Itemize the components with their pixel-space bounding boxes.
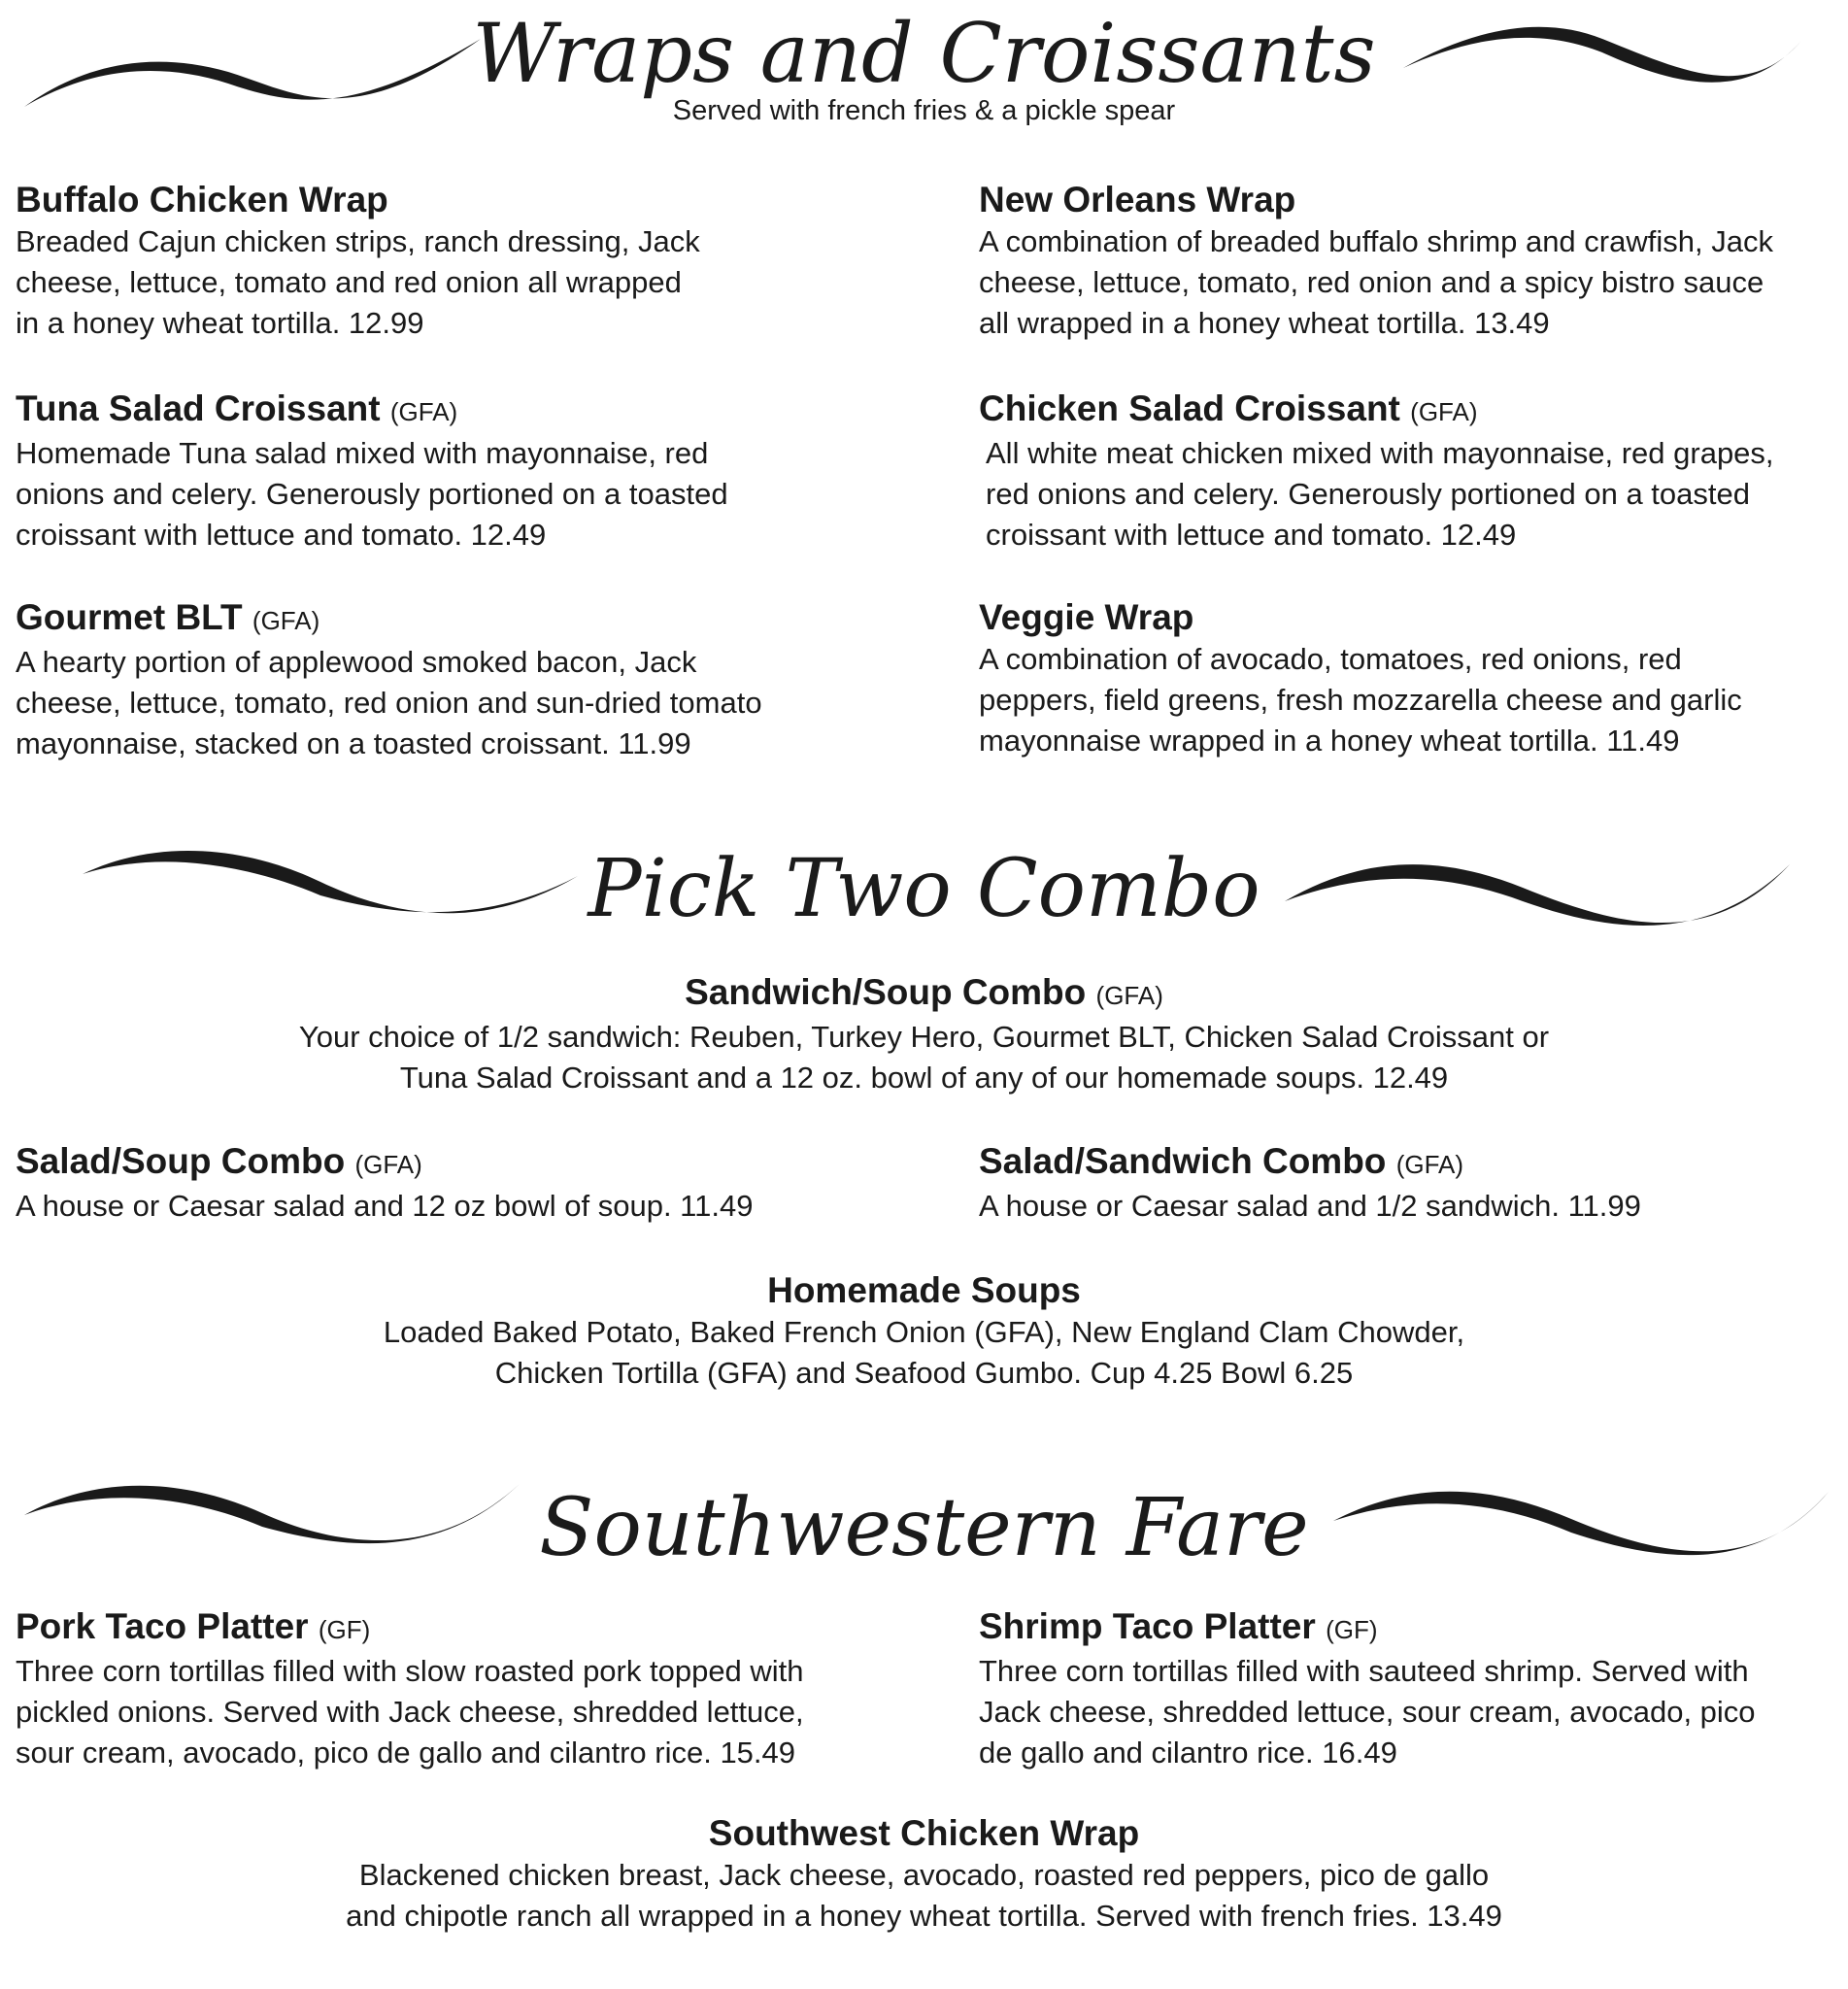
item-description-line: croissant with lettuce and tomato. 12.49 (16, 518, 547, 552)
item-description-line: pickled onions. Served with Jack cheese, shredded lettuce, (16, 1695, 804, 1729)
menu-item-tuna-salad-croissant (16, 388, 890, 556)
item-name: Shrimp Taco Platter (979, 1606, 1316, 1646)
right-swoosh-ornament (1398, 10, 1806, 97)
dietary-tag: (GFA) (252, 606, 320, 635)
item-description-line: croissant with lettuce and tomato. 12.49 (986, 518, 1517, 552)
menu-item-gourmet-blt (16, 596, 890, 764)
menu-item-veggie-wrap (979, 596, 1833, 761)
item-description-line: cheese, lettuce, tomato, red onion and sun-dried tomato (16, 686, 762, 720)
section-title-southwestern-fare: Southwestern Fare (539, 1482, 1309, 1574)
item-description-line: Blackened chicken breast, Jack cheese, avocado, roasted red peppers, pico de gallo (358, 1858, 1490, 1892)
item-name: Pork Taco Platter (16, 1606, 309, 1646)
item-description-line: All white meat chicken mixed with mayonnaise, red grapes, (986, 436, 1774, 470)
menu-item-shrimp-taco-platter (979, 1605, 1833, 1773)
item-name: Homemade Soups (767, 1270, 1081, 1310)
item-description-line: A combination of avocado, tomatoes, red onions, red (979, 642, 1682, 676)
item-description-line: mayonnaise wrapped in a honey wheat tortilla. 11.49 (979, 724, 1680, 758)
menu-item-homemade-soups (0, 1269, 1848, 1394)
item-description-line: onions and celery. Generously portioned on a toasted (16, 477, 728, 511)
section-subtitle: Served with french fries & a pickle spear (672, 95, 1176, 126)
item-description-line: Your choice of 1/2 sandwich: Reuben, Turkey Hero, Gourmet BLT, Chicken Salad Croissant or (298, 1020, 1550, 1054)
dietary-tag: (GF) (1326, 1615, 1378, 1644)
section-title-wraps-and-croissants: Wraps and Croissants (472, 6, 1376, 101)
menu-item-salad-sandwich-combo (979, 1140, 1833, 1227)
section-title-pick-two-combo: Pick Two Combo (588, 843, 1260, 935)
dietary-tag: (GFA) (389, 397, 458, 426)
right-swoosh-ornament (1328, 1472, 1833, 1579)
menu-item-chicken-salad-croissant (979, 388, 1833, 556)
item-name: Veggie Wrap (979, 597, 1194, 637)
item-name: Salad/Sandwich Combo (979, 1141, 1387, 1181)
dietary-tag: (GFA) (354, 1150, 422, 1179)
item-description-line: Jack cheese, shredded lettuce, sour cream, avocado, pico (979, 1695, 1756, 1729)
item-name: Tuna Salad Croissant (16, 388, 381, 428)
item-description-line: Three corn tortillas filled with slow roasted pork topped with (16, 1654, 804, 1688)
dietary-tag: (GF) (318, 1615, 371, 1644)
dietary-tag: (GFA) (1395, 1150, 1464, 1179)
menu-item-southwest-chicken-wrap (0, 1812, 1848, 1937)
item-description-line: Homemade Tuna salad mixed with mayonnaise, red (16, 436, 709, 470)
item-name: Sandwich/Soup Combo (685, 972, 1087, 1012)
item-name: Southwest Chicken Wrap (708, 1813, 1140, 1853)
dietary-tag: (GFA) (1095, 981, 1163, 1010)
item-description-line: A house or Caesar salad and 1/2 sandwich. 11.99 (979, 1189, 1641, 1223)
item-description-line: red onions and celery. Generously portioned on a toasted (986, 477, 1750, 511)
item-description-line: A house or Caesar salad and 12 oz bowl of soup. 11.49 (16, 1189, 754, 1223)
item-description-line: and chipotle ranch all wrapped in a honey wheat tortilla. Served with french fries. 13.49 (346, 1899, 1502, 1933)
item-name: Salad/Soup Combo (16, 1141, 346, 1181)
item-description-line: Tuna Salad Croissant and a 12 oz. bowl of any of our homemade soups. 12.49 (399, 1061, 1449, 1095)
item-name: New Orleans Wrap (979, 180, 1296, 219)
item-name: Gourmet BLT (16, 597, 243, 637)
menu-item-pork-taco-platter (16, 1605, 890, 1773)
menu-item-new-orleans-wrap (979, 179, 1833, 344)
item-description-line: A hearty portion of applewood smoked bacon, Jack (16, 645, 697, 679)
menu-item-buffalo-chicken-wrap (16, 179, 890, 344)
item-description-line: A combination of breaded buffalo shrimp and crawfish, Jack (979, 224, 1773, 258)
item-description-line: sour cream, avocado, pico de gallo and cilantro rice. 15.49 (16, 1736, 796, 1770)
dietary-tag: (GFA) (1410, 397, 1478, 426)
item-description-line: Loaded Baked Potato, Baked French Onion (GFA), New England Clam Chowder, (383, 1315, 1465, 1349)
item-description-line: cheese, lettuce, tomato, red onion and a spicy bistro sauce (979, 265, 1764, 299)
right-swoosh-ornament (1280, 845, 1795, 952)
menu-item-sandwich-soup-combo (0, 971, 1848, 1098)
item-description-line: in a honey wheat tortilla. 12.99 (16, 306, 424, 340)
menu-item-salad-soup-combo (16, 1140, 890, 1227)
item-name: Buffalo Chicken Wrap (16, 180, 388, 219)
item-name: Chicken Salad Croissant (979, 388, 1400, 428)
item-description-line: peppers, field greens, fresh mozzarella cheese and garlic (979, 683, 1742, 717)
item-description-line: Three corn tortillas filled with sauteed shrimp. Served with (979, 1654, 1749, 1688)
item-description-line: de gallo and cilantro rice. 16.49 (979, 1736, 1397, 1770)
item-description-line: Breaded Cajun chicken strips, ranch dressing, Jack (16, 224, 700, 258)
item-description-line: cheese, lettuce, tomato and red onion all wrapped (16, 265, 682, 299)
item-description-line: all wrapped in a honey wheat tortilla. 13.49 (979, 306, 1550, 340)
item-description-line: mayonnaise, stacked on a toasted croissant. 11.99 (16, 726, 691, 760)
item-description-line: Chicken Tortilla (GFA) and Seafood Gumbo. Cup 4.25 Bowl 6.25 (494, 1356, 1354, 1390)
